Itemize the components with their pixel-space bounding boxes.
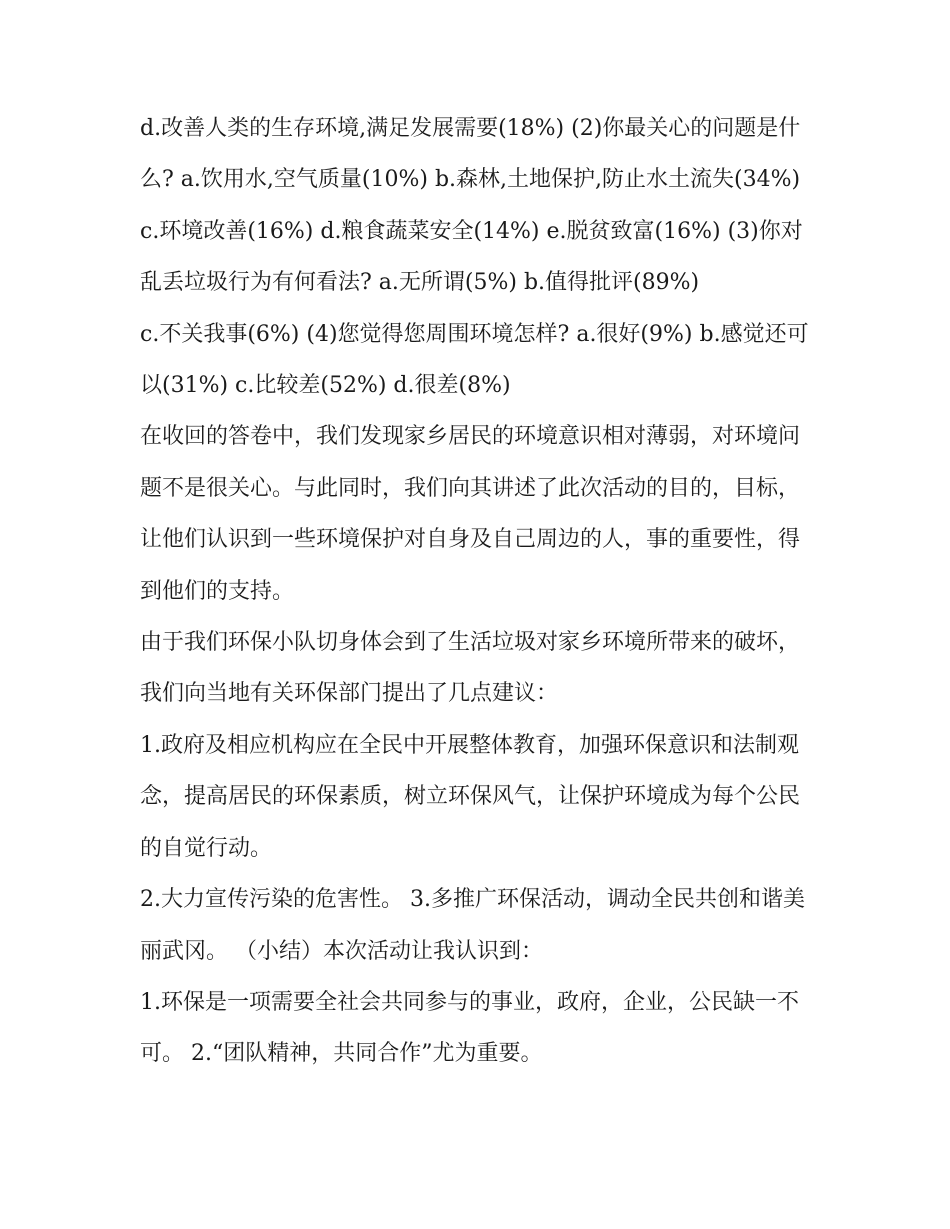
suggestions-intro-paragraph: 由于我们环保小队切身体会到了生活垃圾对家乡环境所带来的破坏，我们向当地有关环保部门提出了几点建议： — [140, 630, 801, 707]
survey-paragraph-2: c.环境改善(16%) d.粮食蔬菜安全(14%) e.脱贫致富(16%) (3)你对乱丢垃圾行为有何看法? a.无所谓(5%) b.值得批评(89%) — [140, 218, 803, 296]
survey-paragraph-3: c.不关我事(6%) (4)您觉得您周围环境怎样? a.很好(9%) b.感觉还可以(31%) c.比较差(52%) d.很差(8%) — [140, 321, 809, 399]
findings-paragraph: 在收回的答卷中，我们发现家乡居民的环境意识相对薄弱，对环境问题不是很关心。与此同时，我们向其讲述了此次活动的目的，目标，让他们认识到一些环境保护对自身及自己周边的人，事的重要性，得到他们的支持。 — [140, 424, 801, 604]
document-page — [140, 103, 820, 1080]
summary-paragraph: 1.环保是一项需要全社会共同参与的事业，政府，企业，公民缺一不可。 2.“团队精神，共同合作”尤为重要。 — [140, 989, 799, 1067]
survey-paragraph-1: d.改善人类的生存环境,满足发展需要(18%) (2)你最关心的问题是什么? a.饮用水,空气质量(10%) b.森林,土地保护,防止水土流失(34%) — [140, 116, 801, 193]
suggestion-1-paragraph: 1.政府及相应机构应在全民中开展整体教育，加强环保意识和法制观念，提高居民的环保素质，树立环保风气，让保护环境成为每个公民的自觉行动。 — [140, 732, 801, 861]
suggestion-2-3-paragraph: 2.大力宣传污染的危害性。 3.多推广环保活动，调动全民共创和谐美丽武冈。 （小结）本次活动让我认识到： — [140, 887, 805, 964]
